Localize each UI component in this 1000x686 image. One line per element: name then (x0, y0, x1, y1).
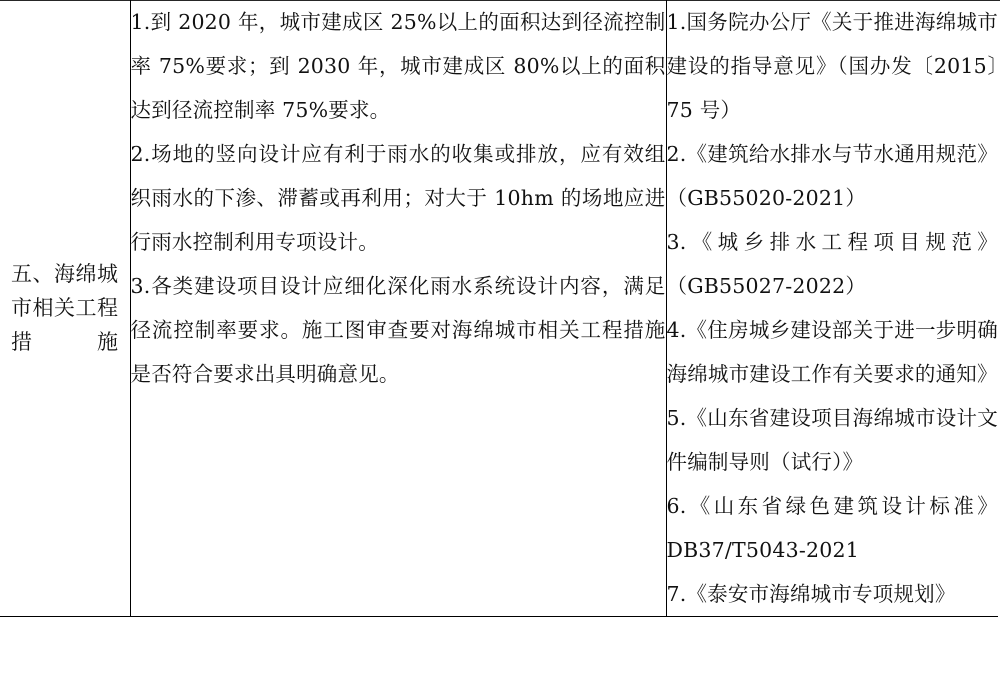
requirement-paragraph: 2.场地的竖向设计应有利于雨水的收集或排放，应有效组织雨水的下渗、滞蓄或再利用；对大于 10hm 的场地应进行雨水控制利用专项设计。 (130, 142, 666, 254)
category-label: 五、海绵城市相关工程措施 (11, 262, 119, 354)
reference-item: 5.《山东省建设项目海绵城市设计文件编制导则（试行）》 (666, 406, 998, 474)
reference-item: 7.《泰安市海绵城市专项规划》 (666, 582, 956, 606)
reference-item: 4.《住房城乡建设部关于进一步明确海绵城市建设工作有关要求的通知》 (666, 318, 998, 386)
requirement-paragraph: 3.各类建设项目设计应细化深化雨水系统设计内容，满足径流控制率要求。施工图审查要对海绵城市相关工程措施是否符合要求出具明确意见。 (130, 274, 666, 386)
reference-item: 6.《山东省绿色建筑设计标准》DB37/T5043-2021 (666, 494, 998, 562)
table-cell-requirements (130, 0, 666, 617)
page-top-rule (0, 0, 1000, 1)
requirement-paragraph: 1.到 2020 年，城市建成区 25%以上的面积达到径流控制率 75%要求；到 2030 年，城市建成区 80%以上的面积达到径流控制率 75%要求。 (130, 10, 666, 122)
table-cell-references (666, 0, 998, 617)
reference-item: 1.国务院办公厅《关于推进海绵城市建设的指导意见》（国办发〔2015〕75 号） (666, 10, 998, 122)
reference-item: 2.《建筑给水排水与节水通用规范》（GB55020-2021） (666, 142, 998, 210)
table-cell-category (0, 0, 130, 617)
reference-item: 3.《城乡排水工程项目规范》（GB55027-2022） (666, 230, 998, 298)
